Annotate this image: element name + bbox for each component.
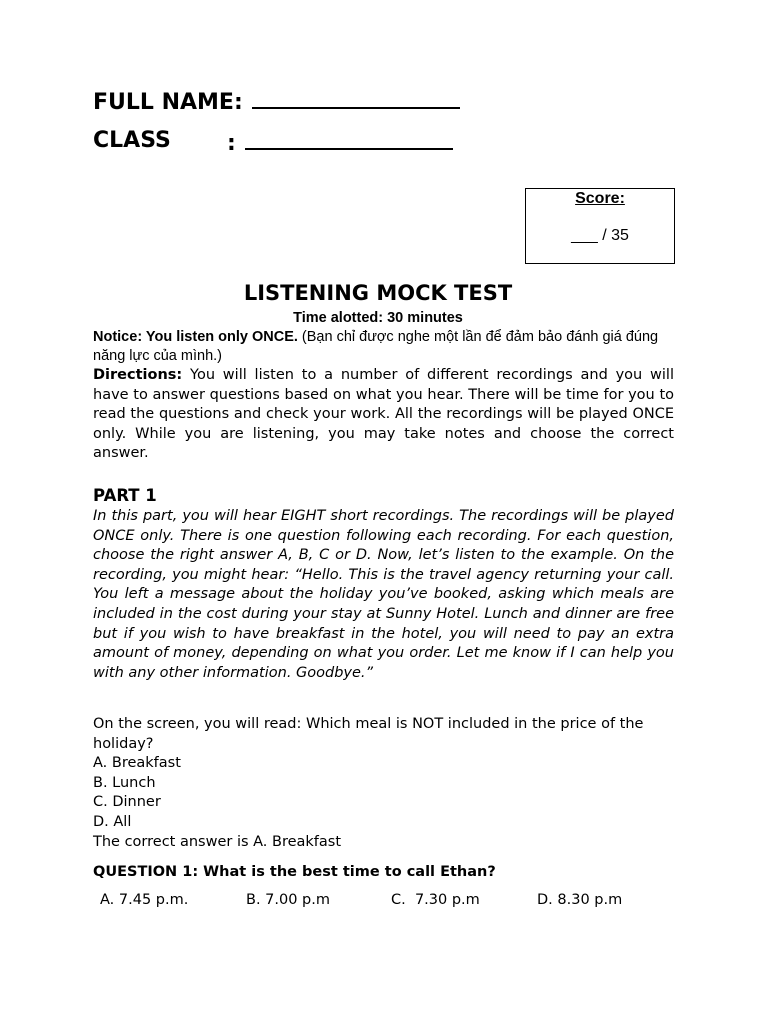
- score-value: ___ / 35: [571, 227, 629, 244]
- score-box: [525, 188, 675, 264]
- q1-option-c[interactable]: C. 7.30 p.m: [391, 892, 480, 908]
- notice-bold: Notice: You listen only ONCE.: [93, 329, 298, 345]
- example-answer: The correct answer is A. Breakfast: [93, 833, 342, 850]
- time-allotted: Time alotted: 30 minutes: [293, 310, 463, 326]
- class-blank[interactable]: [245, 128, 453, 150]
- q1-option-d[interactable]: D. 8.30 p.m: [537, 892, 623, 908]
- score-label: Score:: [575, 190, 625, 207]
- example-option: C. Dinner: [93, 794, 161, 811]
- example-block: [93, 715, 678, 852]
- class-colon: :: [227, 131, 236, 156]
- notice-text: (Bạn chỉ được nghe một lần để đảm bảo đánh giá đúng năng lực của mình.): [93, 329, 659, 364]
- q1-option-a[interactable]: A. 7.45 p.m.: [100, 892, 189, 908]
- full-name-row: [93, 87, 460, 115]
- directions: [93, 366, 674, 464]
- example-question: On the screen, you will read: Which meal is NOT included in the price of the holiday?: [93, 716, 644, 752]
- class-row: [93, 128, 171, 153]
- example-option: B. Lunch: [93, 774, 156, 791]
- class-label: CLASS: [93, 128, 171, 153]
- part1-intro: In this part, you will hear EIGHT short recordings. The recordings will be played ONCE only. There is one question following each recording. For each question, choose the right answer A, B, C or D. Now, let’s listen to the example. On the recording, you might hear: “Hello. This is the travel agency returning your call. You left a message about the holiday you’ve booked, asking which meals are included in the cost during your stay at Sunny Hotel. Lunch and dinner are free but if you wish to have breakfast in the hotel, you will need to pay an extra amount of money, depending on what you order. Let me know if I can help you with any other information. Goodbye.”: [93, 508, 674, 681]
- question-1: QUESTION 1: What is the best time to call Ethan?: [93, 864, 496, 880]
- directions-text: You will listen to a number of different recordings and you will have to answer questions based on what you hear. There will be time for you to read the questions and check your work. All the recordings will be played ONCE only. While you are listening, you may take notes and choose the correct answer.: [93, 367, 674, 462]
- example-option: D. All: [93, 813, 132, 830]
- full-name-blank[interactable]: [252, 87, 460, 109]
- notice: [93, 328, 678, 366]
- q1-option-b[interactable]: B. 7.00 p.m: [246, 892, 330, 908]
- full-name-label: FULL NAME:: [93, 90, 243, 115]
- part1-heading: PART 1: [93, 486, 157, 505]
- page-title: LISTENING MOCK TEST: [243, 281, 513, 305]
- class-colon-row: [227, 128, 453, 156]
- directions-label: Directions:: [93, 367, 183, 383]
- example-option: A. Breakfast: [93, 755, 181, 772]
